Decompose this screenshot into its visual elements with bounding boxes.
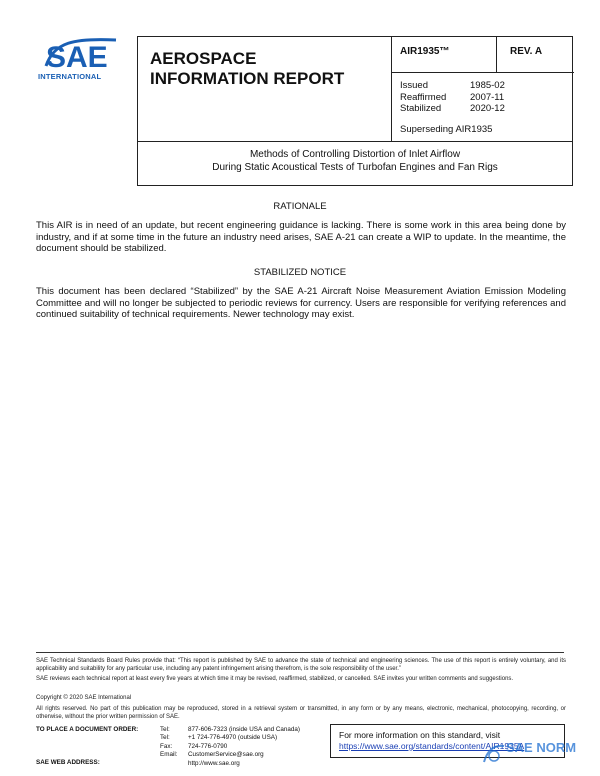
- date-row-reaffirmed: [400, 92, 505, 104]
- web-address-label: SAE WEB ADDRESS:: [36, 759, 100, 766]
- contact-key: Email:: [160, 751, 178, 759]
- document-number: AIR1935™: [400, 46, 450, 57]
- footer-divider: [36, 652, 564, 653]
- divider: [138, 141, 572, 142]
- date-label: Issued: [400, 80, 428, 91]
- date-list: [400, 80, 505, 115]
- more-info-text: For more information on this standard, visit: [339, 730, 501, 740]
- document-title: [138, 149, 572, 174]
- fax: 724-776-0790: [188, 742, 228, 750]
- date-value: 1985-02: [470, 80, 505, 91]
- divider: [496, 37, 497, 72]
- contact-key: Tel:: [160, 734, 170, 742]
- date-value: 2007-11: [470, 91, 505, 103]
- stabilized-notice-heading: STABILIZED NOTICE: [253, 267, 347, 278]
- date-row-stabilized: [400, 103, 505, 115]
- document-title-line2: During Static Acoustical Tests of Turbofan Engines and Fan Rigs: [212, 161, 498, 173]
- date-row-issued: [400, 80, 505, 92]
- email-link[interactable]: CustomerService@sae.org: [188, 751, 264, 759]
- website-link[interactable]: http://www.sae.org: [188, 759, 240, 767]
- date-label: Reaffirmed: [400, 91, 447, 103]
- footer-policy-2: SAE reviews each technical report at least every five years at which time it may be revised, reaffirmed, stabilized, or cancelled. SAE invites your written comments and suggestions.: [36, 676, 514, 682]
- phone-intl: +1 724-776-4970 (outside USA): [188, 734, 278, 742]
- divider: [391, 72, 574, 73]
- standard-link[interactable]: https://www.sae.org/standards/content/AIR1935A: [339, 741, 525, 751]
- watermark-text: SAE NORM: [506, 740, 577, 755]
- watermark-logo-icon: [482, 742, 506, 766]
- stabilized-notice-text: This document has been declared “Stabilized” by the SAE A-21 Aircraft Noise Measurement Aviation Emission Modeling Committee and will no longer be subjected to periodic reviews for currency. Users are responsible for verifying references and continued suitability of technical requirements. Newer technology may exist.: [36, 286, 566, 320]
- rationale-heading: RATIONALE: [273, 201, 327, 212]
- report-type-line2: INFORMATION REPORT: [150, 69, 345, 88]
- footer-copyright: Copyright © 2020 SAE International: [36, 695, 132, 701]
- revision-label: REV. A: [510, 46, 543, 57]
- report-type: [150, 49, 344, 89]
- document-title-line1: Methods of Controlling Distortion of Inlet Airflow: [249, 149, 461, 160]
- date-value: 2020-12: [470, 103, 505, 114]
- sae-logo-mark: [44, 36, 118, 70]
- sae-norm-watermark: [480, 738, 598, 774]
- footer-rights: All rights reserved. No part of this publication may be reproduced, stored in a retrieval system or transmitted, in any form or by any means, electronic, mechanical, photocopying, recording, or otherwise, without the prior written permission of SAE.: [36, 706, 566, 720]
- contact-key: Fax:: [160, 742, 173, 750]
- logo-subtitle: INTERNATIONAL: [38, 72, 102, 81]
- report-type-line1: AEROSPACE: [150, 49, 257, 68]
- phone-us: 877-606-7323 (inside USA and Canada): [188, 726, 301, 733]
- footer-policy-1: SAE Technical Standards Board Rules provide that: “This report is published by SAE to advance the state of technical and engineering sciences. The use of this report is entirely voluntary, and its applicability and suitability for any particular use, including any patent infringement arising therefrom, is the sole responsibility of the user.”: [36, 658, 566, 672]
- superseding-note: Superseding AIR1935: [400, 124, 493, 135]
- logo-mark-text: SAE: [46, 41, 108, 70]
- contact-key: Tel:: [160, 726, 170, 733]
- divider: [391, 37, 392, 141]
- rationale-text: This AIR is in need of an update, but recent engineering guidance is lacking. There is some work in this area being done by industry, and if at some time in the future an industry need arises, SAE A-21 can create a WIP to update. In the meantime, the document should be stabilized.: [36, 220, 566, 254]
- date-label: Stabilized: [400, 103, 442, 114]
- report-header: [137, 36, 573, 186]
- sae-logo: [38, 36, 122, 86]
- order-label: TO PLACE A DOCUMENT ORDER:: [36, 726, 139, 733]
